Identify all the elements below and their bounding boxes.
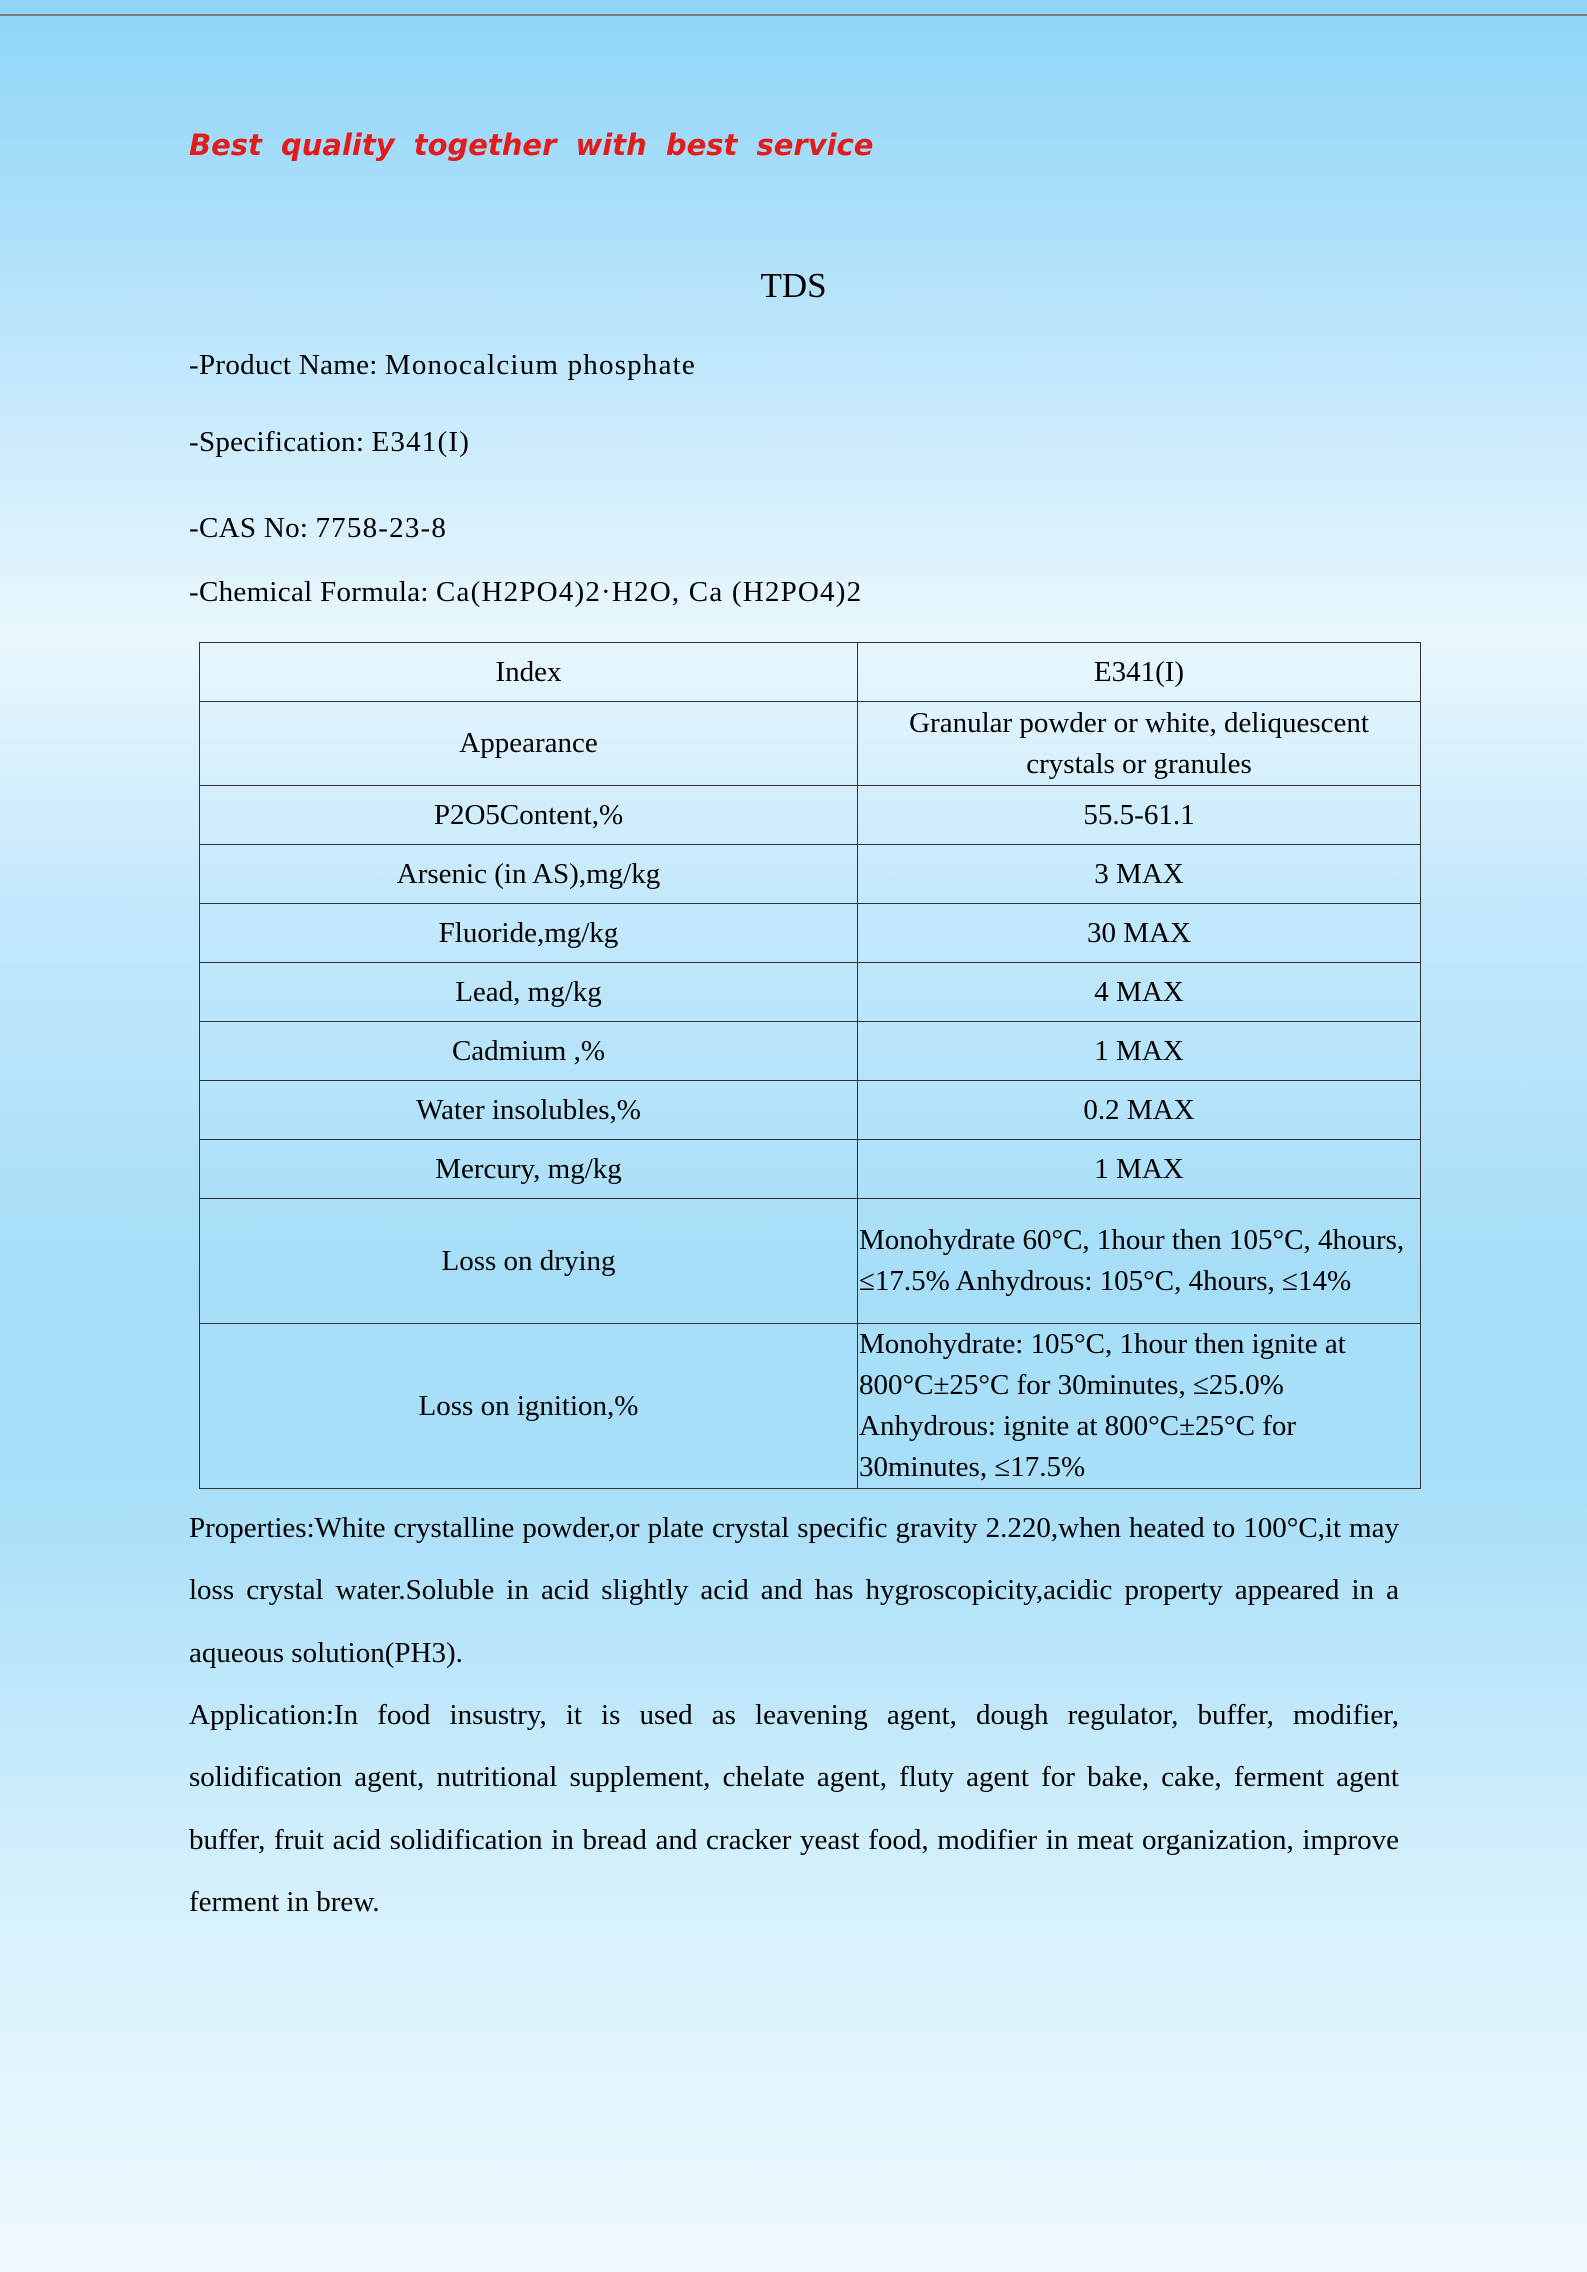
table-header-row [200,643,1421,702]
chemical-formula-field [189,576,862,609]
header-index: Index [200,643,858,702]
row-index: Lead, mg/kg [200,963,858,1022]
row-value: 1 MAX [858,1140,1421,1199]
row-index: Mercury, mg/kg [200,1140,858,1199]
row-value: 1 MAX [858,1022,1421,1081]
row-index: Loss on ignition,% [200,1324,858,1489]
application-paragraph: Application:In food insustry, it is used as leavening agent, dough regulator, buffer, modifier, solidification agent, nutritional supplement, chelate agent, fluty agent for bake, cake, ferment agent buffer, fruit acid solidification in bread and cracker yeast food, modifier in meat organization, improve ferment in brew. [189,1699,1399,1918]
row-value: Monohydrate 60°C, 1hour then 105°C, 4hours, ≤17.5% Anhydrous: 105°C, 4hours, ≤14% [858,1199,1421,1324]
table-row [200,1199,1421,1324]
table-row [200,845,1421,904]
properties-paragraph: Properties:White crystalline powder,or plate crystal specific gravity 2.220,when heated to 100°C,it may loss crystal water.Soluble in acid slightly acid and has hygroscopicity,acidic property appeared in a aqueous solution(PH3). [189,1512,1399,1669]
field-label: -Specification: [189,426,365,458]
row-value: Granular powder or white, deliquescent crystals or granules [858,702,1421,786]
row-value: 30 MAX [858,904,1421,963]
row-index: Water insolubles,% [200,1081,858,1140]
field-label: -Chemical Formula: [189,576,429,608]
cas-no-field [189,512,447,545]
row-value: 0.2 MAX [858,1081,1421,1140]
slogan: Best quality together with best service [189,128,874,162]
row-index: Fluoride,mg/kg [200,904,858,963]
field-value: Monocalcium phosphate [384,349,696,381]
field-value: E341(I) [371,426,471,458]
row-value: Monohydrate: 105°C, 1hour then ignite at 800°C±25°C for 30minutes, ≤25.0% Anhydrous: ignite at 800°C±25°C for 30minutes, ≤17.5% [858,1324,1421,1489]
field-value: Ca(H2PO4)2·H2O, Ca (H2PO4)2 [436,576,863,608]
table-row [200,904,1421,963]
field-value: 7758-23-8 [315,512,448,544]
table-row [200,963,1421,1022]
table-row [200,702,1421,786]
table-row [200,786,1421,845]
row-index: Cadmium ,% [200,1022,858,1081]
table-row [200,1324,1421,1489]
document-title: TDS [760,266,827,305]
specification-table [199,642,1421,1489]
header-grade: E341(I) [858,643,1421,702]
row-index: Appearance [200,702,858,786]
row-value: 4 MAX [858,963,1421,1022]
product-name-field [189,349,696,382]
field-label: -Product Name: [189,349,378,381]
row-index: P2O5Content,% [200,786,858,845]
row-index: Loss on drying [200,1199,858,1324]
specification-field [189,426,470,459]
row-value: 3 MAX [858,845,1421,904]
table-row [200,1140,1421,1199]
field-label: -CAS No: [189,512,309,544]
top-rule [0,14,1587,16]
table-row [200,1081,1421,1140]
row-value: 55.5-61.1 [858,786,1421,845]
table-row [200,1022,1421,1081]
row-index: Arsenic (in AS),mg/kg [200,845,858,904]
